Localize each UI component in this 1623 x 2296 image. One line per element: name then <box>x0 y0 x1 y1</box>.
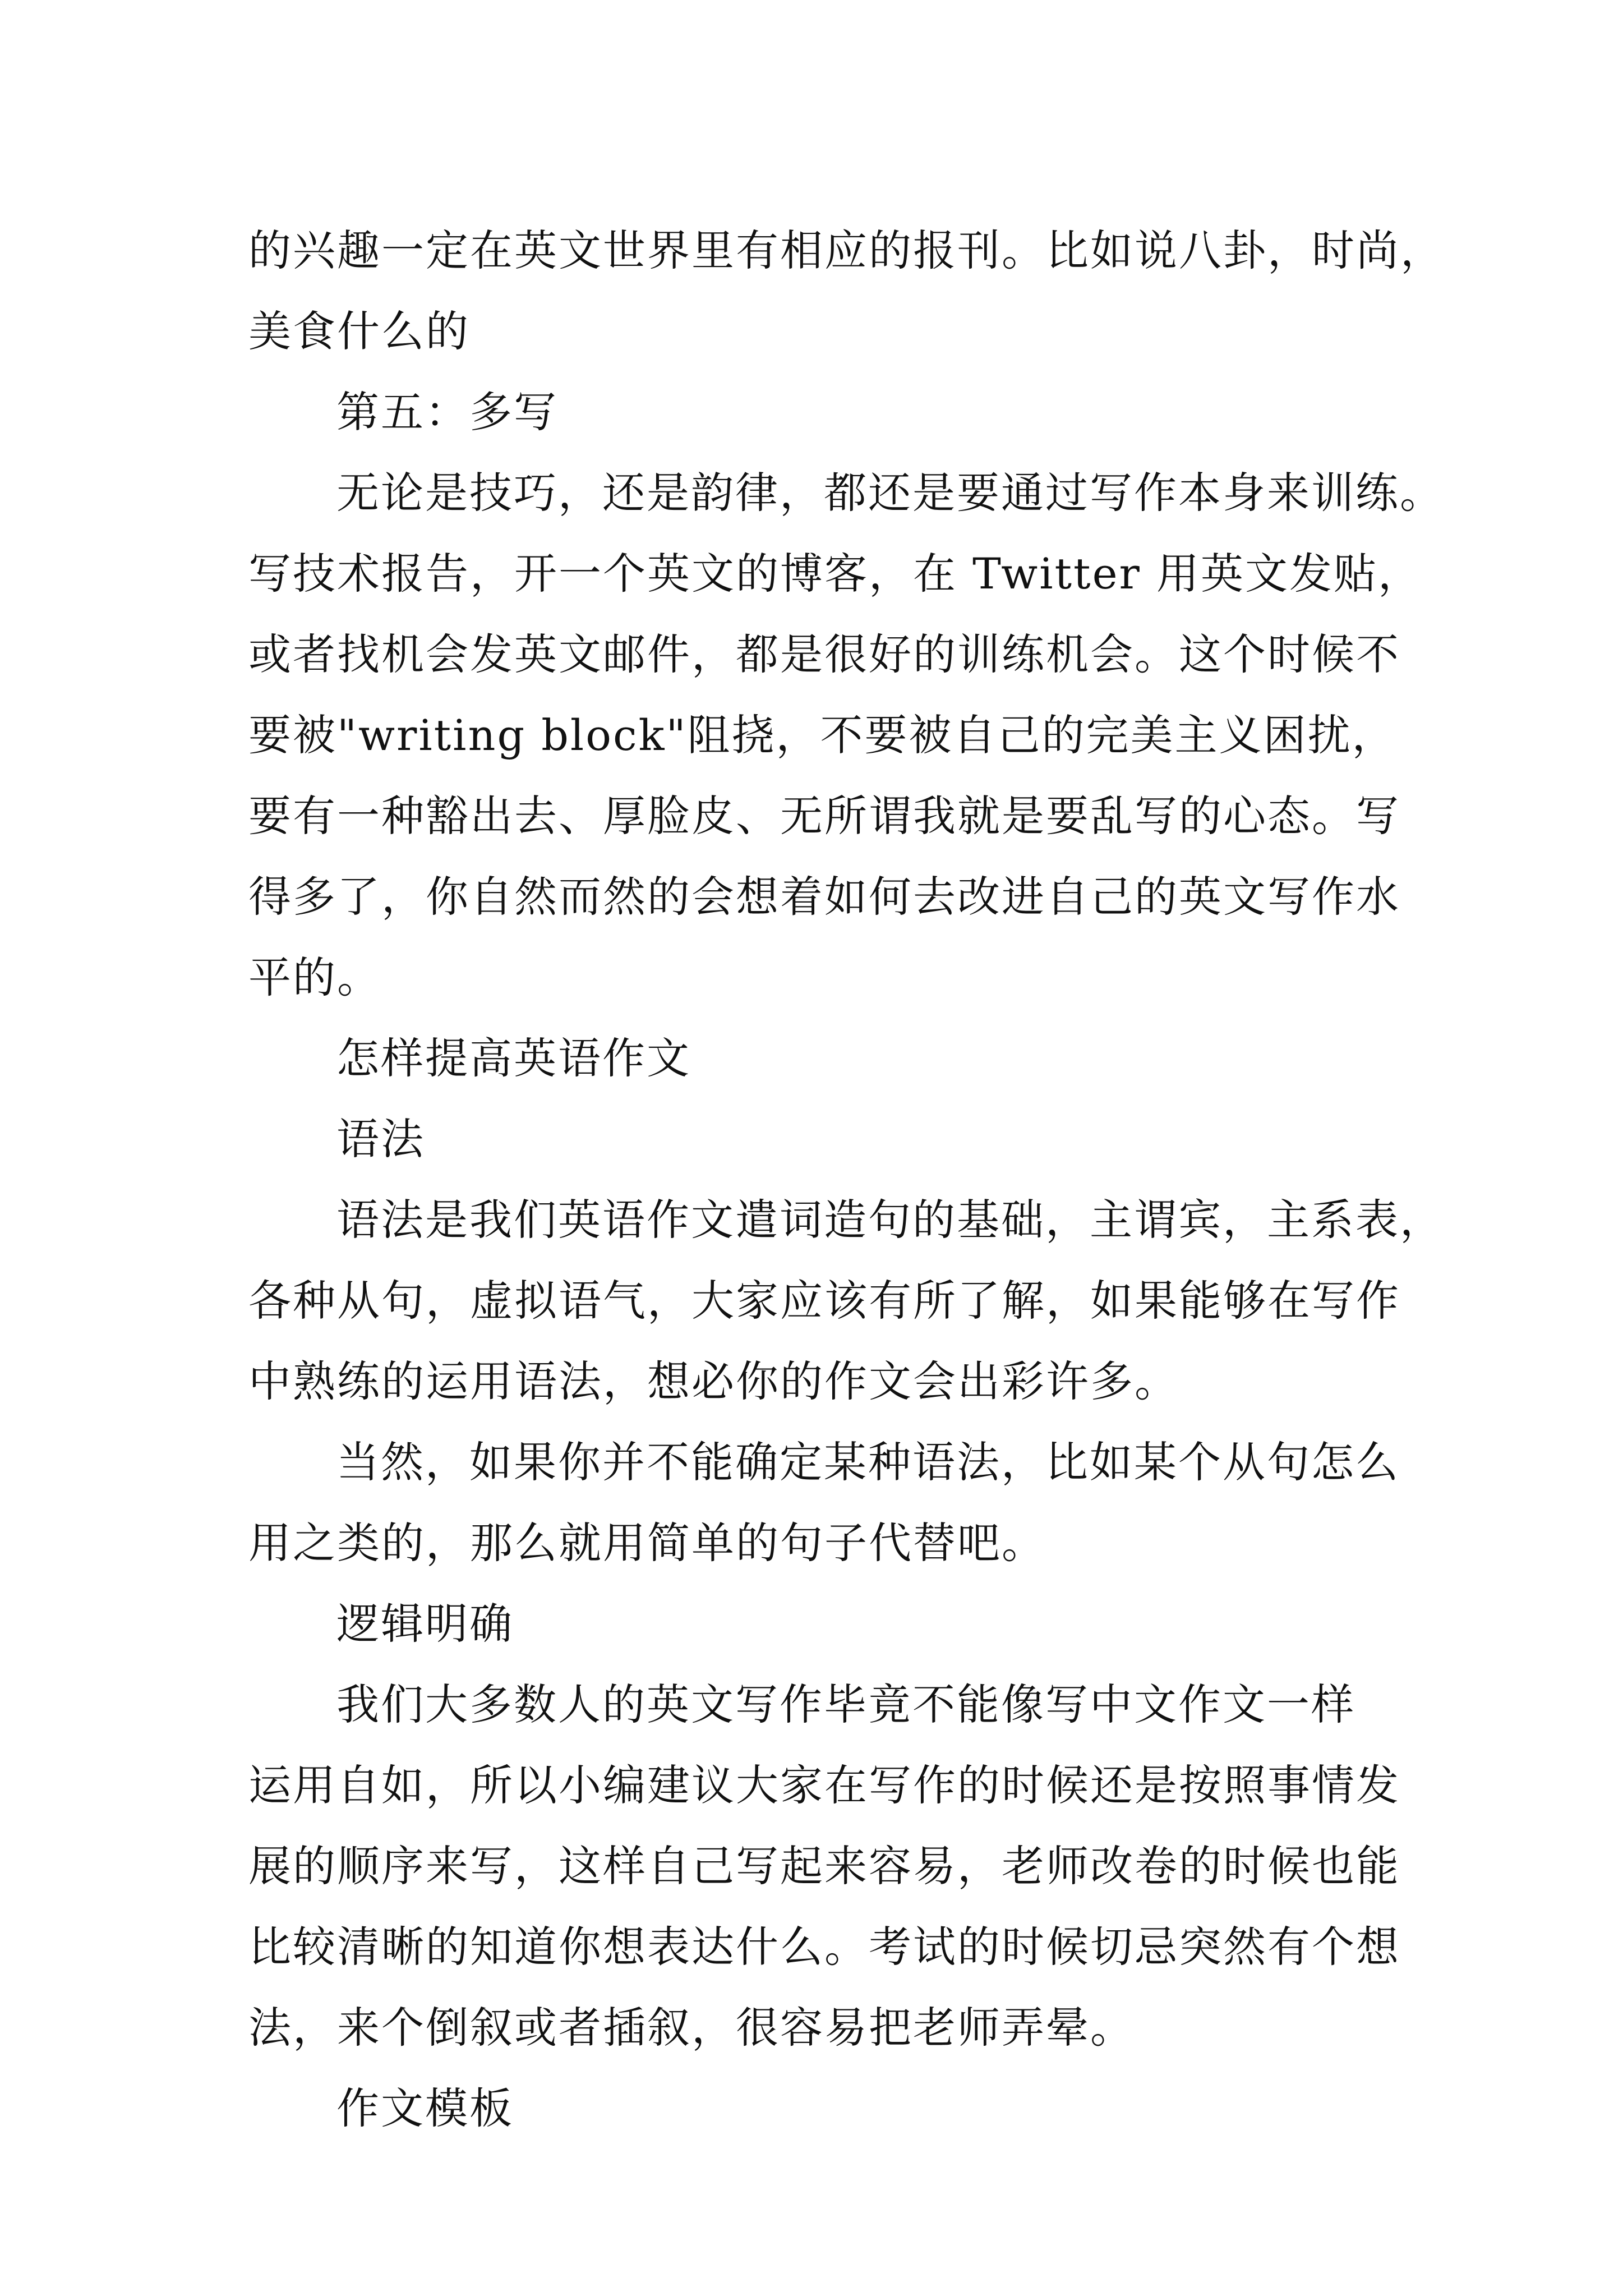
text-line: 中熟练的运用语法，想必你的作文会出彩许多。 <box>248 1356 1179 1406</box>
text-line: 运用自如，所以小编建议大家在写作的时候还是按照事情发 <box>248 1760 1400 1810</box>
text-line: 要有一种豁出去、厚脸皮、无所谓我就是要乱写的心态。写 <box>248 791 1400 841</box>
text-line: 得多了，你自然而然的会想着如何去改进自己的英文写作水 <box>248 872 1400 922</box>
text-line: 或者找机会发英文邮件，都是很好的训练机会。这个时候不 <box>248 629 1400 679</box>
text-line: 无论是技巧，还是韵律，都还是要通过写作本身来训练。 <box>336 468 1444 518</box>
text-line: 要被"writing block"阻挠，不要被自己的完美主义困扰， <box>248 710 1396 760</box>
text-line: 展的顺序来写，这样自己写起来容易，老师改卷的时候也能 <box>248 1841 1400 1891</box>
section-heading-template: 作文模板 <box>336 2083 514 2133</box>
text-line: 美食什么的 <box>248 306 470 356</box>
text-line: 我们大多数人的英文写作毕竟不能像写中文作文一样 <box>336 1680 1355 1729</box>
text-line: 当然，如果你并不能确定某种语法，比如某个从句怎么 <box>336 1437 1400 1487</box>
text-line: 比较清晰的知道你想表达什么。考试的时候切忌突然有个想 <box>248 1922 1400 1972</box>
document-body <box>248 210 1445 2149</box>
text-line: 法，来个倒叙或者插叙，很容易把老师弄晕。 <box>248 2003 1135 2053</box>
text-line: 用之类的，那么就用简单的句子代替吧。 <box>248 1518 1046 1568</box>
section-heading-logic: 逻辑明确 <box>336 1599 514 1649</box>
text-line: 平的。 <box>248 953 381 1002</box>
section-heading-grammar: 语法 <box>336 1114 425 1164</box>
text-line: 的兴趣一定在英文世界里有相应的报刊。比如说八卦，时尚， <box>248 226 1445 275</box>
text-line: 各种从句，虚拟语气，大家应该有所了解，如果能够在写作 <box>248 1276 1400 1326</box>
section-title-improve-essay: 怎样提高英语作文 <box>336 1033 691 1083</box>
text-line: 语法是我们英语作文遣词造句的基础，主谓宾，主系表， <box>336 1195 1444 1245</box>
section-heading-write-more: 第五：多写 <box>336 387 558 437</box>
text-line: 写技术报告，开一个英文的博客，在 Twitter 用英文发贴， <box>248 549 1423 599</box>
